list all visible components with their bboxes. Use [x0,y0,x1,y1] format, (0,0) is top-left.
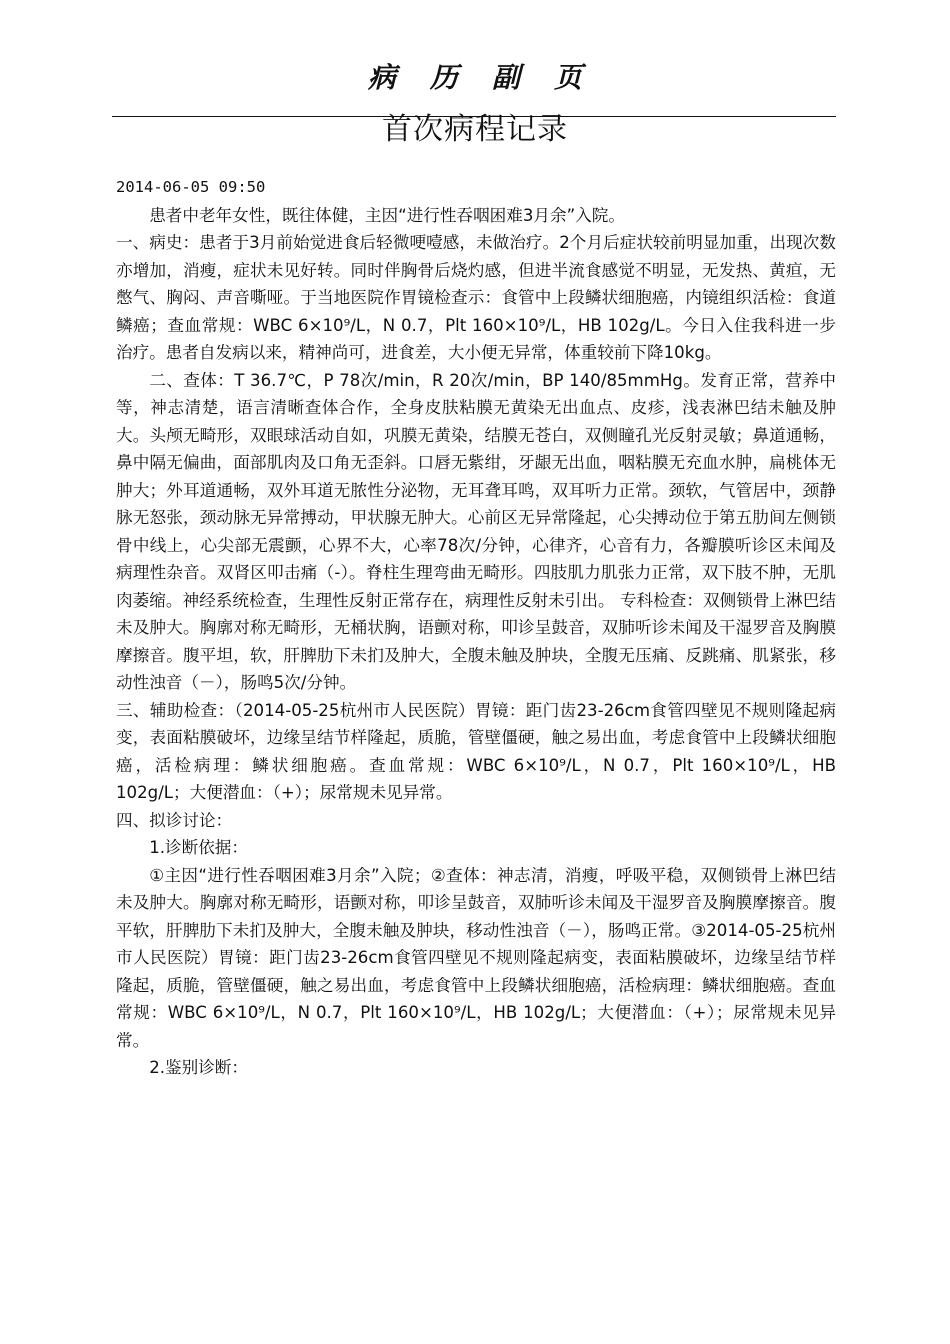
chief-complaint-paragraph: 患者中老年女性，既往体健，主因“进行性吞咽困难3月余”入院。 [149,205,625,225]
record-timestamp: 2014-06-05 09:50 [116,178,266,196]
physical-exam-paragraph: 二、查体：T 36.7℃，P 78次/min，R 20次/min，BP 140/85mmHg。发育正常，营养中等，神志清楚，语言清晰查体合作，全身皮肤粘膜无黄染无出血点、皮疹，浅表淋巴结未触及肿大。头颅无畸形，双眼球活动自如，巩膜无黄染，结膜无苍白，双侧瞳孔光反射灵敏；鼻道通畅，鼻中隔无偏曲，面部肌肉及口角无歪斜。口唇无紫绀，牙龈无出血，咽粘膜无充血水肿，扁桃体无肿大；外耳道通畅，双外耳道无脓性分泌物，无耳聋耳鸣，双耳听力正常。颈软，气管居中，颈静脉无怒张，颈动脉无异常搏动，甲状腺无肿大。心前区无异常隆起，心尖搏动位于第五肋间左侧锁骨中线上，心尖部无震颤，心界不大，心率78次/分钟，心律齐，心音有力，各瓣膜听诊区未闻及病理性杂音。双肾区叩击痛（-）。脊柱生理弯曲无畸形。四肢肌力肌张力正常，双下肢不肿，无肌肉萎缩。神经系统检查，生理性反射正常存在，病理性反射未引出。 专科检查：双侧锁骨上淋巴结未及肿大。胸廓对称无畸形，无桶状胸，语颤对称，叩诊呈鼓音，双肺听诊未闻及干湿罗音及胸膜摩擦音。腹平坦，软，肝脾肋下未扪及肿大，全腹未触及肿块，全腹无压痛、反跳痛、肌紧张，移动性浊音（－），肠鸣5次/分钟。 [116,370,836,692]
auxiliary-exam-paragraph: 三、辅助检查：（2014-05-25杭州市人民医院）胃镜：距门齿23-26cm食管四壁见不规则隆起病变，表面粘膜破坏，边缘呈结节样隆起，质脆，管壁僵硬，触之易出血，考虑食管中上段鳞状细胞癌，活检病理：鳞状细胞癌。查血常规：WBC 6×10⁹/L，N 0.7，Plt 160×10⁹/L，HB 102g/L；大便潜血：（+）；尿常规未见异常。 [116,700,836,802]
page-header-title: 病历副页 [367,61,616,94]
discussion-heading: 四、拟诊讨论： [116,810,233,830]
document-title: 首次病程记录 [382,112,568,147]
differential-diagnosis-heading: 2.鉴别诊断： [149,1058,248,1077]
diagnosis-basis-paragraph: ①主因“进行性吞咽困难3月余”入院；②查体：神志清，消瘦，呼吸平稳，双侧锁骨上淋巴结未及肿大。胸廓对称无畸形，语颤对称，叩诊呈鼓音，双肺听诊未闻及干湿罗音及胸膜摩擦音。腹平软，肝脾肋下未扪及肿大，全腹未触及肿块，移动性浊音（－），肠鸣正常。③2014-05-25杭州市人民医院）胃镜：距门齿23-26cm食管四壁见不规则隆起病变，表面粘膜破坏，边缘呈结节样隆起，质脆，管壁僵硬，触之易出血，考虑食管中上段鳞状细胞癌，活检病理：鳞状细胞癌。查血常规：WBC 6×10⁹/L，N 0.7，Plt 160×10⁹/L，HB 102g/L；大便潜血：（+）；尿常规未见异常。 [116,865,836,1050]
history-paragraph: 一、病史：患者于3月前始觉进食后轻微哽噎感，未做治疗。2个月后症状较前明显加重，出现次数亦增加，消瘦，症状未见好转。同时伴胸骨后烧灼感，但进半流食感觉不明显，无发热、黄疸，无憋气、胸闷、声音嘶哑。于当地医院作胃镜检查示：食管中上段鳞状细胞癌，内镜组织活检：食道鳞癌；查血常规：WBC 6×10⁹/L，N 0.7，Plt 160×10⁹/L，HB 102g/L。今日入住我科进一步治疗。患者自发病以来，精神尚可，进食差，大小便无异常，体重较前下降10kg。 [116,233,836,362]
record-body [116,174,836,1082]
diagnosis-basis-heading: 1.诊断依据： [149,838,248,857]
